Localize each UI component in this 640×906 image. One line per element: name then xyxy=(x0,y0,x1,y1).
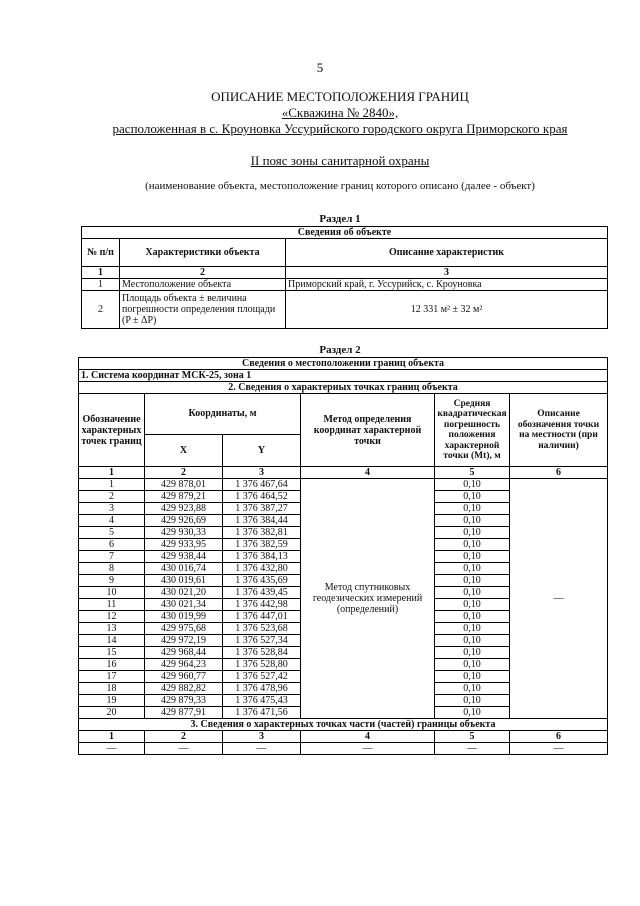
empty-cell: — xyxy=(435,743,510,755)
empty-cell: — xyxy=(510,743,608,755)
empty-cell: — xyxy=(223,743,301,755)
table-row xyxy=(79,743,608,755)
col-header-char: Характеристики объекта xyxy=(120,239,286,267)
point-y: 1 376 475,43 xyxy=(223,695,301,707)
row-num: 2 xyxy=(82,291,120,329)
point-error: 0,10 xyxy=(435,527,510,539)
title-location: расположенная в с. Кроуновка Уссурийского городского округа Приморского края xyxy=(112,121,568,136)
point-x: 429 923,88 xyxy=(145,503,223,515)
subsection-2-title: 2. Сведения о характерных точках границ объекта xyxy=(79,382,608,394)
point-error: 0,10 xyxy=(435,647,510,659)
col-index: 2 xyxy=(145,731,223,743)
col-index: 5 xyxy=(435,467,510,479)
point-error: 0,10 xyxy=(435,707,510,719)
coord-system: 1. Система координат МСК-25, зона 1 xyxy=(79,370,608,382)
point-error: 0,10 xyxy=(435,599,510,611)
row-desc: Приморский край, г. Уссурийск, с. Кроуновка xyxy=(286,279,608,291)
point-number: 16 xyxy=(79,659,145,671)
table-row xyxy=(79,479,608,491)
col-header-y: Y xyxy=(223,434,301,466)
point-x: 429 960,77 xyxy=(145,671,223,683)
point-error: 0,10 xyxy=(435,575,510,587)
point-y: 1 376 382,81 xyxy=(223,527,301,539)
point-number: 13 xyxy=(79,623,145,635)
point-x: 429 938,44 xyxy=(145,551,223,563)
col-index: 3 xyxy=(223,467,301,479)
col-index: 1 xyxy=(82,267,120,279)
col-index: 6 xyxy=(510,731,608,743)
point-error: 0,10 xyxy=(435,503,510,515)
point-error: 0,10 xyxy=(435,587,510,599)
point-number: 12 xyxy=(79,611,145,623)
col-header-points: Обозначение характерных точек границ xyxy=(79,394,145,467)
point-number: 3 xyxy=(79,503,145,515)
col-index: 5 xyxy=(435,731,510,743)
point-error: 0,10 xyxy=(435,563,510,575)
point-error: 0,10 xyxy=(435,671,510,683)
object-note: (наименование объекта, местоположение границ которого описано (далее - объект) xyxy=(145,180,535,192)
section2-title: Раздел 2 xyxy=(319,344,361,356)
section1-title: Раздел 1 xyxy=(319,213,361,225)
point-y: 1 376 432,80 xyxy=(223,563,301,575)
point-x: 429 964,23 xyxy=(145,659,223,671)
point-number: 5 xyxy=(79,527,145,539)
col-index: 1 xyxy=(79,467,145,479)
zone-label: II пояс зоны санитарной охраны xyxy=(250,153,430,168)
point-y: 1 376 387,27 xyxy=(223,503,301,515)
point-y: 1 376 471,56 xyxy=(223,707,301,719)
row-num: 1 xyxy=(82,279,120,291)
point-x: 429 975,68 xyxy=(145,623,223,635)
col-index: 4 xyxy=(301,467,435,479)
point-x: 429 878,01 xyxy=(145,479,223,491)
point-y: 1 376 382,59 xyxy=(223,539,301,551)
point-error: 0,10 xyxy=(435,635,510,647)
table1-title: Сведения об объекте xyxy=(82,227,608,239)
point-x: 430 016,74 xyxy=(145,563,223,575)
point-y: 1 376 384,13 xyxy=(223,551,301,563)
point-y: 1 376 523,68 xyxy=(223,623,301,635)
point-number: 9 xyxy=(79,575,145,587)
description-cell: — xyxy=(510,479,608,719)
col-index: 1 xyxy=(79,731,145,743)
point-error: 0,10 xyxy=(435,515,510,527)
point-y: 1 376 527,42 xyxy=(223,671,301,683)
empty-cell: — xyxy=(79,743,145,755)
object-info-table xyxy=(81,226,608,329)
point-number: 15 xyxy=(79,647,145,659)
title-line-1: ОПИСАНИЕ МЕСТОПОЛОЖЕНИЯ ГРАНИЦ xyxy=(211,89,469,104)
title-object-name: «Скважина № 2840», xyxy=(281,105,399,120)
page-number: 5 xyxy=(316,60,324,75)
col-index: 2 xyxy=(120,267,286,279)
col-index: 3 xyxy=(223,731,301,743)
col-header-coords: Координаты, м xyxy=(145,394,301,435)
point-error: 0,10 xyxy=(435,695,510,707)
point-y: 1 376 442,98 xyxy=(223,599,301,611)
point-number: 14 xyxy=(79,635,145,647)
col-header-method: Метод определения координат характерной точки xyxy=(301,394,435,467)
row-char: Местоположение объекта xyxy=(120,279,286,291)
point-y: 1 376 464,52 xyxy=(223,491,301,503)
col-header-num: № п/п xyxy=(82,239,120,267)
point-number: 19 xyxy=(79,695,145,707)
point-error: 0,10 xyxy=(435,479,510,491)
point-x: 429 879,33 xyxy=(145,695,223,707)
point-x: 429 882,82 xyxy=(145,683,223,695)
col-index: 3 xyxy=(286,267,608,279)
col-index: 4 xyxy=(301,731,435,743)
empty-cell: — xyxy=(145,743,223,755)
point-number: 7 xyxy=(79,551,145,563)
point-y: 1 376 528,84 xyxy=(223,647,301,659)
point-y: 1 376 467,64 xyxy=(223,479,301,491)
point-error: 0,10 xyxy=(435,659,510,671)
subsection-3-title: 3. Сведения о характерных точках части (частей) границы объекта xyxy=(79,719,608,731)
point-number: 18 xyxy=(79,683,145,695)
point-x: 429 968,44 xyxy=(145,647,223,659)
document-title xyxy=(60,89,620,137)
point-error: 0,10 xyxy=(435,611,510,623)
point-number: 17 xyxy=(79,671,145,683)
point-y: 1 376 527,34 xyxy=(223,635,301,647)
point-x: 429 930,33 xyxy=(145,527,223,539)
row-char: Площадь объекта ± величина погрешности определения площади (P ± ΔP) xyxy=(120,291,286,329)
point-error: 0,10 xyxy=(435,491,510,503)
col-index: 2 xyxy=(145,467,223,479)
col-header-error: Средняя квадратическая погрешность положения характерной точки (Mt), м xyxy=(435,394,510,467)
point-number: 4 xyxy=(79,515,145,527)
row-desc: 12 331 м² ± 32 м² xyxy=(286,291,608,329)
point-error: 0,10 xyxy=(435,551,510,563)
boundary-points-table xyxy=(78,357,608,755)
point-number: 8 xyxy=(79,563,145,575)
table2-title: Сведения о местоположении границ объекта xyxy=(79,358,608,370)
point-x: 430 019,99 xyxy=(145,611,223,623)
point-x: 430 021,34 xyxy=(145,599,223,611)
point-error: 0,10 xyxy=(435,683,510,695)
point-x: 429 933,95 xyxy=(145,539,223,551)
point-y: 1 376 478,96 xyxy=(223,683,301,695)
col-header-x: X xyxy=(145,434,223,466)
point-y: 1 376 528,80 xyxy=(223,659,301,671)
empty-cell: — xyxy=(301,743,435,755)
point-y: 1 376 447,01 xyxy=(223,611,301,623)
point-number: 6 xyxy=(79,539,145,551)
point-number: 10 xyxy=(79,587,145,599)
point-x: 429 926,69 xyxy=(145,515,223,527)
point-number: 11 xyxy=(79,599,145,611)
point-x: 429 877,91 xyxy=(145,707,223,719)
point-error: 0,10 xyxy=(435,623,510,635)
point-number: 1 xyxy=(79,479,145,491)
point-x: 430 019,61 xyxy=(145,575,223,587)
point-number: 2 xyxy=(79,491,145,503)
point-y: 1 376 439,45 xyxy=(223,587,301,599)
col-index: 6 xyxy=(510,467,608,479)
point-number: 20 xyxy=(79,707,145,719)
point-x: 429 879,21 xyxy=(145,491,223,503)
col-header-desc: Описание обозначения точки на местности (при наличии) xyxy=(510,394,608,467)
point-y: 1 376 435,69 xyxy=(223,575,301,587)
point-x: 429 972,19 xyxy=(145,635,223,647)
table-row xyxy=(82,279,608,291)
point-x: 430 021,20 xyxy=(145,587,223,599)
col-header-desc: Описание характеристик xyxy=(286,239,608,267)
table-row xyxy=(82,291,608,329)
point-error: 0,10 xyxy=(435,539,510,551)
point-y: 1 376 384,44 xyxy=(223,515,301,527)
method-cell: Метод спутниковых геодезических измерений (определений) xyxy=(301,479,435,719)
